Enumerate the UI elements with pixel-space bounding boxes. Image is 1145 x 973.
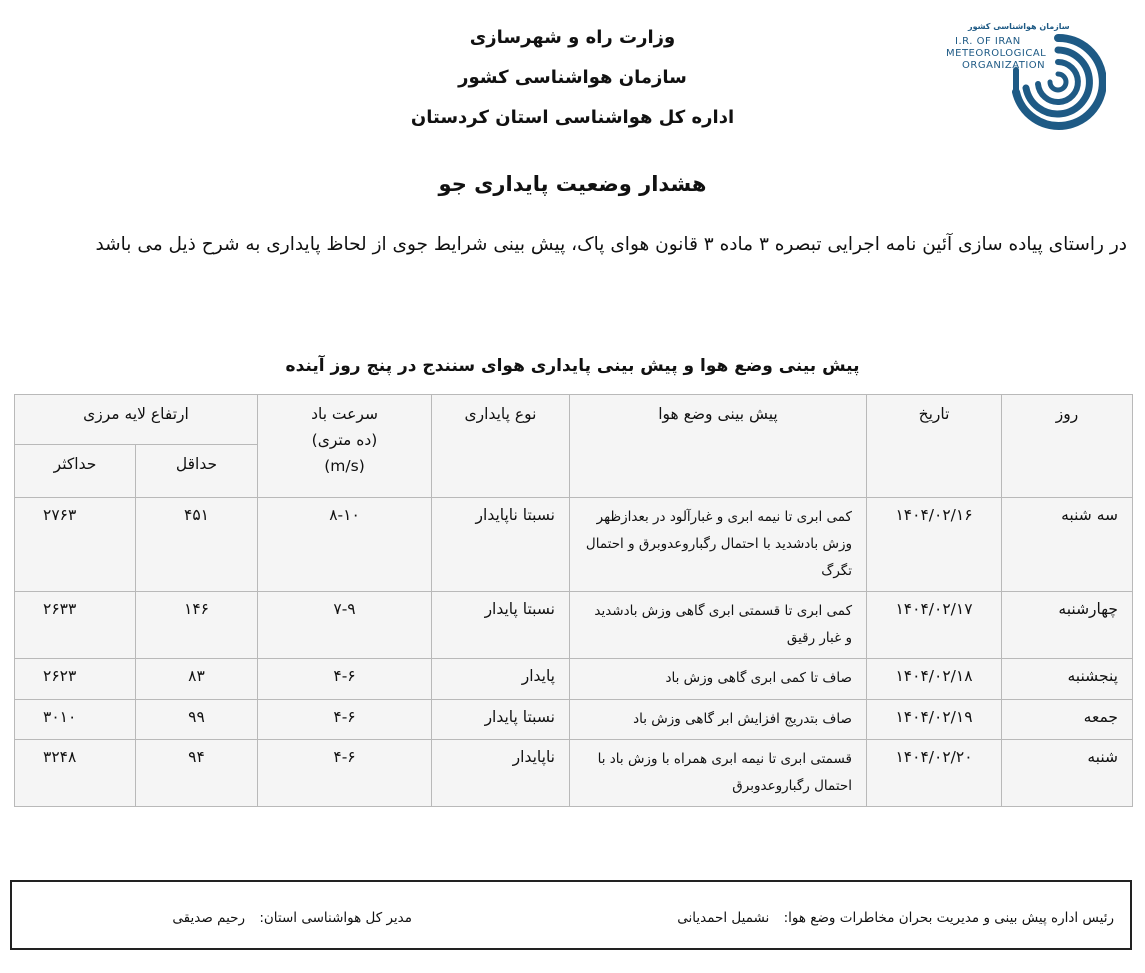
logo-caption-fa: سازمان هواشناسی کشور [968, 22, 1070, 31]
meteorological-organization-logo [940, 18, 1110, 143]
table-title: پیش بینی وضع هوا و پیش بینی پایداری هوای سنندج در پنج روز آینده [285, 356, 860, 376]
organization-name: سازمان هواشناسی کشور [458, 67, 687, 88]
cell-day: چهارشنبه [1002, 592, 1133, 659]
cell-day: پنجشنبه [1002, 659, 1133, 700]
forecast-head-signature [677, 910, 1114, 926]
cell-min: ۸۳ [136, 659, 258, 700]
cell-wind: ۴-۶ [258, 700, 432, 740]
table-row [15, 700, 1133, 740]
cell-stability: نسبتا پایدار [432, 592, 570, 659]
organization-header [300, 18, 845, 138]
table-row [15, 740, 1133, 807]
table-row [15, 592, 1133, 659]
logo-caption-line3: ORGANIZATION [962, 60, 1046, 71]
forecast-head-name: نشمیل احمدیانی [677, 910, 770, 926]
header-max: حداکثر [15, 445, 136, 498]
header-day: روز [1002, 395, 1133, 498]
logo-caption-line2: METEOROLOGICAL [946, 48, 1047, 59]
cell-day: سه شنبه [1002, 498, 1133, 592]
cell-max: ۲۷۶۳ [15, 498, 136, 592]
logo-spiral-icon [1010, 30, 1106, 138]
director-general-label: مدیر کل هواشناسی استان: [259, 910, 412, 926]
table-row [15, 498, 1133, 592]
cell-stability: پایدار [432, 659, 570, 700]
director-general-name: رحیم صدیقی [172, 910, 246, 926]
cell-date: ۱۴۰۴/۰۲/۱۶ [867, 498, 1002, 592]
cell-min: ۹۴ [136, 740, 258, 807]
cell-stability: نسبتا پایدار [432, 700, 570, 740]
director-general-signature [172, 910, 412, 926]
cell-stability: ناپایدار [432, 740, 570, 807]
cell-min: ۱۴۶ [136, 592, 258, 659]
cell-weather: قسمتی ابری تا نیمه ابری همراه با وزش باد با احتمال رگباروعدوبرق [570, 740, 867, 807]
table-row [15, 659, 1133, 700]
forecast-table [14, 394, 1133, 807]
cell-wind: ۴-۶ [258, 659, 432, 700]
cell-weather: کمی ابری تا قسمتی ابری گاهی وزش بادشدید و غبار رقیق [570, 592, 867, 659]
cell-max: ۲۶۲۳ [15, 659, 136, 700]
intro-paragraph: در راستای پیاده سازی آئین نامه اجرایی تبصره ۳ ماده ۳ قانون هوای پاک، پیش بینی شرایط جوی از لحاظ پایداری به شرح ذیل می باشد [95, 234, 1127, 255]
cell-min: ۴۵۱ [136, 498, 258, 592]
cell-day: جمعه [1002, 700, 1133, 740]
cell-max: ۲۶۳۳ [15, 592, 136, 659]
cell-max: ۳۲۴۸ [15, 740, 136, 807]
cell-max: ۳۰۱۰ [15, 700, 136, 740]
ministry-name: وزارت راه و شهرسازی [469, 27, 676, 48]
cell-wind: ۸-۱۰ [258, 498, 432, 592]
header-wind-line2: (ده متری) [311, 431, 378, 449]
header-date: تاریخ [867, 395, 1002, 498]
header-wind-line1: سرعت باد [311, 405, 378, 423]
cell-wind: ۷-۹ [258, 592, 432, 659]
forecast-head-label: رئیس اداره پیش بینی و مدیریت بحران مخاطرات وضع هوا: [783, 910, 1114, 926]
cell-day: شنبه [1002, 740, 1133, 807]
cell-weather: صاف بتدریج افزایش ابر گاهی وزش باد [570, 700, 867, 740]
logo-caption-line1: I.R. OF IRAN [955, 36, 1021, 47]
cell-weather: صاف تا کمی ابری گاهی وزش باد [570, 659, 867, 700]
header-stability: نوع پایداری [432, 395, 570, 498]
cell-stability: نسبتا ناپایدار [432, 498, 570, 592]
cell-date: ۱۴۰۴/۰۲/۱۷ [867, 592, 1002, 659]
page-title: هشدار وضعیت پایداری جو [438, 172, 707, 196]
header-weather: پیش بینی وضع هوا [570, 395, 867, 498]
department-name: اداره کل هواشناسی استان کردستان [410, 107, 735, 128]
cell-date: ۱۴۰۴/۰۲/۱۸ [867, 659, 1002, 700]
cell-wind: ۴-۶ [258, 740, 432, 807]
header-wind-line3: (m/s) [324, 457, 365, 475]
header-boundary-layer: ارتفاع لایه مرزی [15, 395, 258, 445]
cell-date: ۱۴۰۴/۰۲/۲۰ [867, 740, 1002, 807]
cell-date: ۱۴۰۴/۰۲/۱۹ [867, 700, 1002, 740]
signature-box [10, 880, 1132, 950]
cell-min: ۹۹ [136, 700, 258, 740]
header-min: حداقل [136, 445, 258, 498]
cell-weather: کمی ابری تا نیمه ابری و غبارآلود در بعدازظهر وزش بادشدید با احتمال رگباروعدوبرق و احتمال تگرگ [570, 498, 867, 592]
header-wind-speed [258, 395, 432, 498]
